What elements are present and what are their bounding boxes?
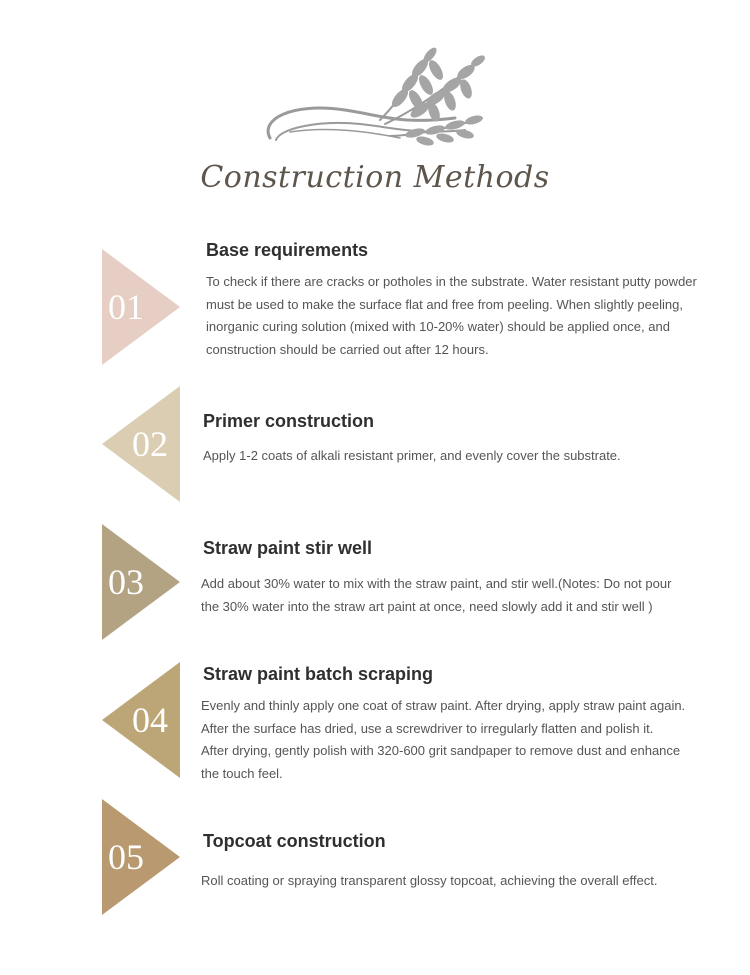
step-5-badge [100, 797, 182, 917]
step-3-line: the 30% water into the straw art paint at once, need slowly add it and stir well ) [201, 598, 653, 614]
step-5-number: 05 [108, 837, 144, 877]
step-2-title: Primer construction [203, 411, 375, 431]
step-3-number: 03 [108, 562, 144, 602]
step-4-line: After the surface has dried, use a screwdriver to irregularly flatten and polish it. [201, 720, 654, 736]
page-title: Construction Methods [200, 160, 550, 195]
step-1-description [206, 271, 697, 361]
step-4-number: 04 [132, 700, 168, 740]
step-4-title: Straw paint batch scraping [203, 664, 434, 684]
wheat-logo [250, 40, 510, 155]
step-1-title: Base requirements [206, 240, 369, 260]
step-1 [0, 240, 750, 380]
step-3-line: Add about 30% water to mix with the straw paint, and stir well.(Notes: Do not pour [201, 576, 672, 591]
step-1-number: 01 [108, 287, 144, 327]
step-2 [0, 384, 750, 509]
step-2-description [203, 445, 621, 468]
step-4-line: the touch feel. [201, 765, 283, 781]
step-3-description [201, 573, 671, 618]
step-3-badge [100, 522, 182, 642]
step-4 [0, 660, 750, 785]
step-4-line: After drying, gently polish with 320-600 grit sandpaper to remove dust and enhance [201, 743, 681, 758]
step-1-badge [100, 247, 182, 367]
step-5 [0, 797, 750, 922]
step-1-line: must be used to make the surface flat and free from peeling. When slightly peeling, [206, 296, 683, 312]
step-4-description [201, 695, 685, 785]
step-4-line: Evenly and thinly apply one coat of straw paint. After drying, apply straw paint again. [201, 698, 686, 713]
step-5-description [201, 870, 657, 893]
step-5-line: Roll coating or spraying transparent glossy topcoat, achieving the overall effect. [201, 873, 658, 888]
step-2-line: Apply 1-2 coats of alkali resistant primer, and evenly cover the substrate. [203, 448, 621, 463]
step-1-line: construction should be carried out after 12 hours. [206, 341, 489, 357]
step-4-badge [100, 660, 182, 780]
step-2-number: 02 [132, 424, 168, 464]
step-1-line: To check if there are cracks or potholes in the substrate. Water resistant putty powder [206, 274, 697, 289]
wheat-icon [250, 40, 510, 155]
step-2-badge [100, 384, 182, 504]
step-3 [0, 522, 750, 647]
step-3-title: Straw paint stir well [203, 538, 373, 558]
step-1-line: inorganic curing solution (mixed with 10-20% water) should be applied once, and [206, 319, 670, 334]
step-5-title: Topcoat construction [203, 831, 386, 851]
